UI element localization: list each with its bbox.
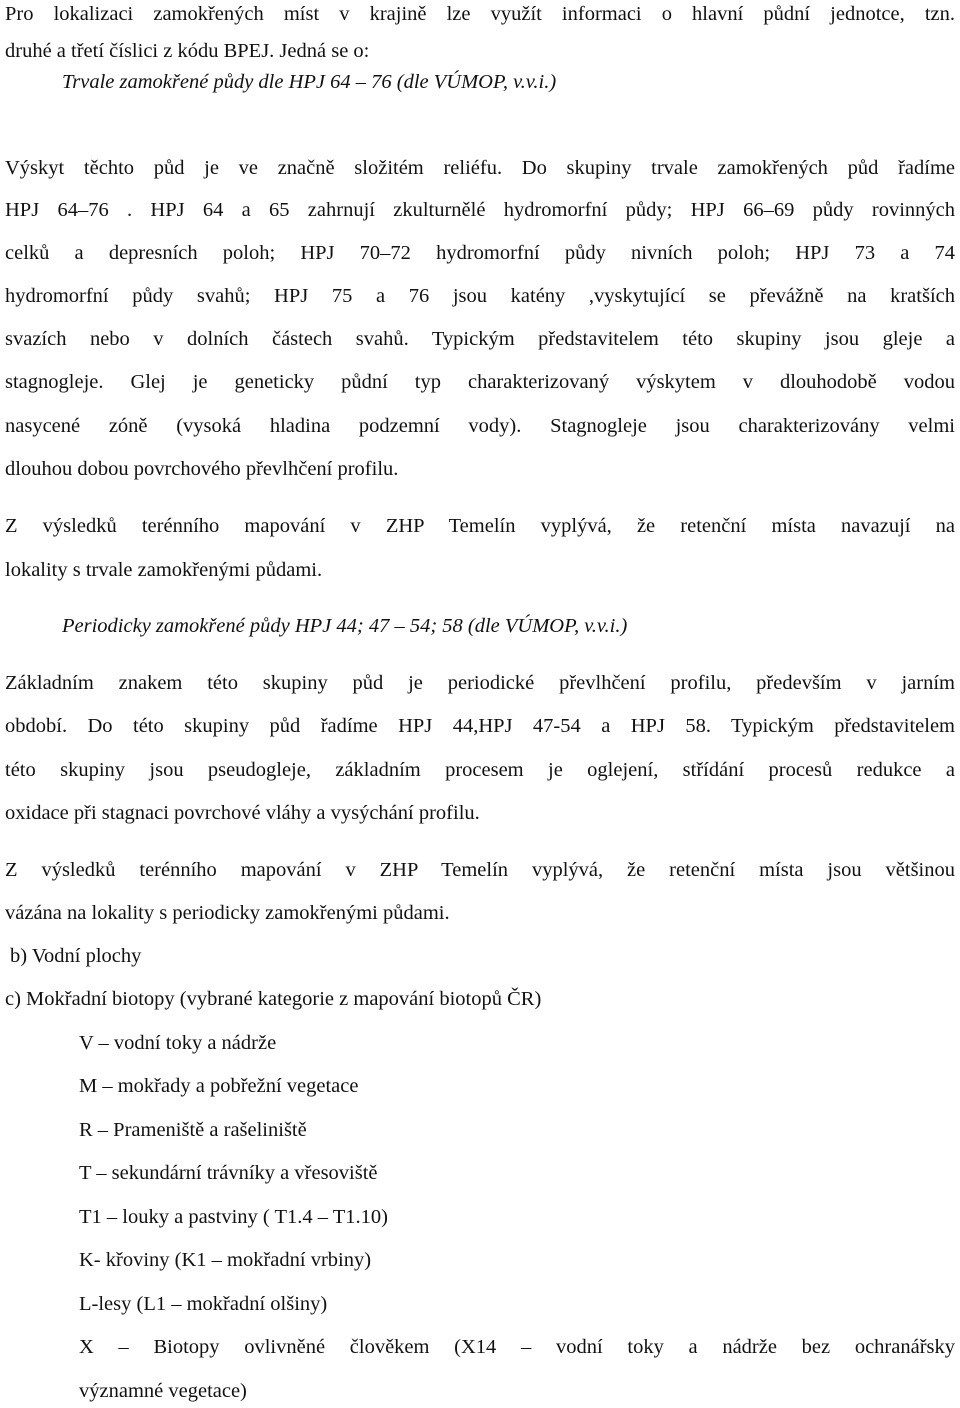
result-line: Z výsledků terénního mapování v ZHP Temelín vyplývá, že retenční místa jsou většinou <box>5 859 955 881</box>
biotope-item: K- křoviny (K1 – mokřadní vrbiny) <box>79 1249 372 1271</box>
intro-line-2: druhé a třetí číslici z kódu BPEJ. Jedná se o: <box>5 40 370 62</box>
paragraph-line: stagnogleje. Glej je geneticky půdní typ charakterizovaný výskytem v dlouhodobě vodou <box>5 371 955 393</box>
paragraph-line: nasycené zóně (vysoká hladina podzemní vody). Stagnogleje jsou charakterizovány velmi <box>5 415 955 437</box>
paragraph-line: HPJ 64–76 . HPJ 64 a 65 zahrnují zkulturnělé hydromorfní půdy; HPJ 66–69 půdy rovinných <box>5 199 955 221</box>
section-heading-permanent: Trvale zamokřené půdy dle HPJ 64 – 76 (dle VÚMOP, v.v.i.) <box>62 71 557 93</box>
biotope-item: T1 – louky a pastviny ( T1.4 – T1.10) <box>79 1206 388 1228</box>
biotope-item: L-lesy (L1 – mokřadní olšiny) <box>79 1293 328 1315</box>
biotope-item-x-line-1: X – Biotopy ovlivněné člověkem (X14 – vodní toky a nádrže bez ochranářsky <box>79 1336 955 1358</box>
paragraph-line: hydromorfní půdy svahů; HPJ 75 a 76 jsou katény ,vyskytující se převážně na kratších <box>5 285 955 307</box>
list-item-b: b) Vodní plochy <box>10 945 142 967</box>
list-item-c: c) Mokřadní biotopy (vybrané kategorie z mapování biotopů ČR) <box>5 988 542 1010</box>
result-line: vázána na lokality s periodicky zamokřenými půdami. <box>5 902 450 924</box>
section-heading-periodic: Periodicky zamokřené půdy HPJ 44; 47 – 54; 58 (dle VÚMOP, v.v.i.) <box>62 615 628 637</box>
paragraph-line: oxidace při stagnaci povrchové vláhy a vysýchání profilu. <box>5 802 480 824</box>
intro-line-1: Pro lokalizaci zamokřených míst v krajině lze využít informaci o hlavní půdní jednotce, tzn. <box>5 3 955 25</box>
paragraph-line: období. Do této skupiny půd řadíme HPJ 44,HPJ 47-54 a HPJ 58. Typickým představitelem <box>5 715 955 737</box>
biotope-item: T – sekundární trávníky a vřesoviště <box>79 1162 378 1184</box>
paragraph-line: Základním znakem této skupiny půd je periodické převlhčení profilu, především v jarním <box>5 672 955 694</box>
paragraph-line: celků a depresních poloh; HPJ 70–72 hydromorfní půdy nivních poloh; HPJ 73 a 74 <box>5 242 955 264</box>
paragraph-line: svazích nebo v dolních částech svahů. Typickým představitelem této skupiny jsou gleje a <box>5 328 955 350</box>
result-line: lokality s trvale zamokřenými půdami. <box>5 559 323 581</box>
biotope-item: V – vodní toky a nádrže <box>79 1032 277 1054</box>
paragraph-line: této skupiny jsou pseudogleje, základním procesem je oglejení, střídání procesů redukce a <box>5 759 955 781</box>
biotope-item: M – mokřady a pobřežní vegetace <box>79 1075 359 1097</box>
biotope-item-x-line-2: významné vegetace) <box>79 1380 247 1402</box>
paragraph-line: dlouhou dobou povrchového převlhčení profilu. <box>5 458 399 480</box>
biotope-item: R – Prameniště a rašeliniště <box>79 1119 307 1141</box>
result-line: Z výsledků terénního mapování v ZHP Temelín vyplývá, že retenční místa navazují na <box>5 515 955 537</box>
paragraph-line: Výskyt těchto půd je ve značně složitém reliéfu. Do skupiny trvale zamokřených půd řadíme <box>5 157 955 179</box>
